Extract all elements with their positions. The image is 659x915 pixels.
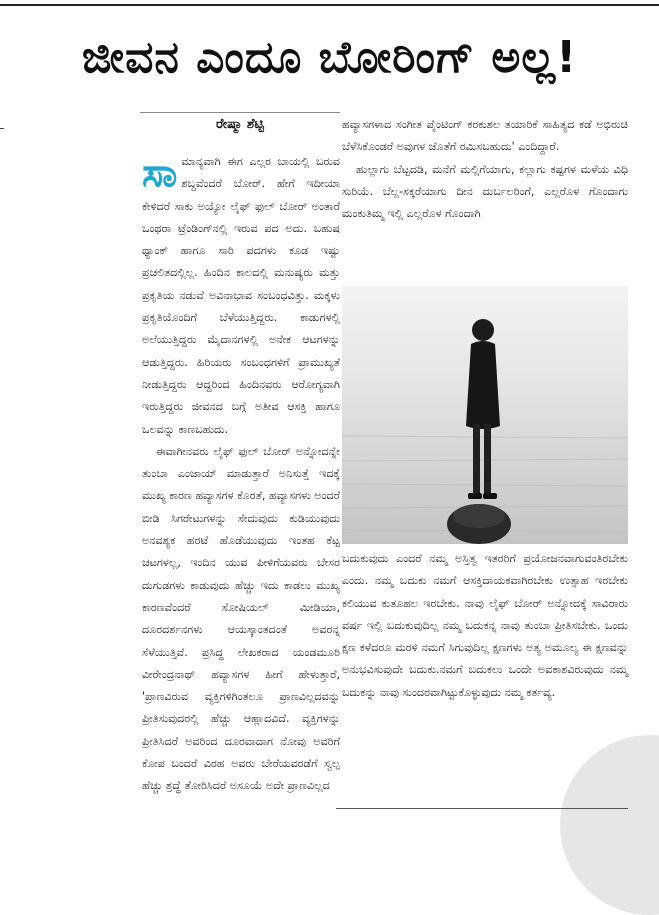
article-photo [342,286,628,544]
bottom-rule [336,808,628,809]
top-rule [0,4,659,6]
column-2-bottom [342,548,628,704]
column-1 [142,151,340,798]
paragraph-1-text: ಮಾನ್ಯವಾಗಿ ಈಗ ಎಲ್ಲರ ಬಾಯಲ್ಲಿ ಬರುವ ಶಬ್ದವೆಂದರೆ ಬೋರ್. ಹೇಗೆ ಇದೀಯಾ ಕೇಳಿದರೆ ಸಾಕು ಅಯ್ಯೋ ಲೈಫ್ ಫುಲ್ ಬೋರ್ ಅಂತಾರೆ ಒಂಥರಾ ಟ್ರೆಂಡಿಂಗ್‌ನಲ್ಲಿ ಇರುವ ಪದ ಅದು. ಬಹುಷ ಥ್ಯಾಂಕ್ ಹಾಗೂ ಸಾರಿ ಪದಗಳು ಕೂಡ ಇಷ್ಟು ಪ್ರಚಲಿತದಲ್ಲಿಲ್ಲ. ಹಿಂದಿನ ಕಾಲದಲ್ಲಿ ಮನುಷ್ಯರು ಮತ್ತು ಪ್ರಕೃತಿಯ ನಡುವೆ ಅವಿನಾಭಾವ ಸಂಬಂಧವಿತ್ತು. ಮಕ್ಕಳು ಪ್ರಕೃತಿಯೊಂದಿಗೆ ಬೆಳೆಯುತ್ತಿದ್ದರು. ಕಾಡುಗಳಲ್ಲಿ ಅಲೆಯುತ್ತಿದ್ದರು ಮೈದಾನಗಳಲ್ಲಿ ಅನೇಕ ಆಟಗಳನ್ನು ಆಡುತ್ತಿದ್ದರು. ಹಿರಿಯರು ಸಂಬಂಧಗಳಿಗೆ ಪ್ರಾಮುಖ್ಯತೆ ನೀಡುತ್ತಿದ್ದರು ಆದ್ದರಿಂದ ಹಿಂದಿನವರು ಆರೋಗ್ಯವಾಗಿ ಇರುತ್ತಿದ್ದರು ಜೀವನದ ಬಗ್ಗೆ ಅತೀವ ಆಸಕ್ತಿ ಹಾಗೂ ಒಲವನ್ನು ಕಾಣಬಹುದು. [142,155,340,436]
paragraph-2: ಈವಾಗೀನವರು ಲೈಫ್ ಫುಲ್ ಬೋರ್ ಅನ್ನೋದನ್ನೇ ತುಂಬಾ ಎಂಜಾಯ್ ಮಾಡುತ್ತಾರೆ ಅನಿಸುತ್ತೆ ಇದಕ್ಕೆ ಮುಖ್ಯ ಕಾರಣ ಹವ್ಯಾಸಗಳ ಕೊರತೆ, ಹವ್ಯಾಸಗಳು ಅಂದರೆ ಬೀಡಿ ಸಿಗರೇಟುಗಳನ್ನು ಸೇದುವುದು ಕುಡಿಯುವುದು ಅನವಶ್ಯಕ ಹರಟೆ ಹೊಡೆಯುವುದು ಇಂತಹ ಕೆಟ್ಟ ಚಟಗಳಲ್ಲ, ಇಂದಿನ ಯುವ ಪೀಳಿಗೆಯವರು ಬೇಸರ ದುಗುಡಗಳು ಕಾಡುವುದು ಹೆಚ್ಚು ಇದು ಕಾಡಲು ಮುಖ್ಯ ಕಾರಣವೆಂದರೆ ಸೋಷಿಯಲ್ ಮೀಡಿಯಾ, ದೂರದರ್ಶನಗಳು ಆಯಸ್ಕಾಂತದಂತೆ ಅವರನ್ನ ಸೆಳೆಯುತ್ತಿವೆ. ಪ್ರಸಿದ್ಧ ಲೇಖಕರಾದ ಯಂಡಮೂರಿ ವೀರೇಂದ್ರನಾಥ್ ಹವ್ಯಾಸಗಳ ಹೀಗೆ ಹೇಳುತ್ತಾರೆ, 'ಪ್ರಾಣವಿರುವ ವ್ಯಕ್ತಿಗಳಿಗಿಂತಲೂ ಪ್ರಾಣವಿಲ್ಲದವನ್ನು ಪ್ರೀತಿಸುವುದರಲ್ಲಿ ಹೆಚ್ಚು ಆಹ್ಲಾದವಿದೆ. ವ್ಯಕ್ತಿಗಳನ್ನು ಪ್ರೀತಿಸಿದರೆ ಅವರಿಂದ ದೂರವಾದಾಗ ನೋವು ಅವರಿಗೆ ಕೋಪ ಬಂದರೆ ವಿರಹ ಅವರು ಬೇರೆಯವರಡೆಗೆ ಸ್ವಲ್ಪ ಹೆಚ್ಚು ಶ್ರದ್ಧೆ ತೋರಿಸಿದರೆ ಅಸೂಯೆ ಅದೇ ಪ್ರಾಣವಿಲ್ಲದ [142,444,340,793]
paragraph-1 [142,151,340,441]
byline: ರೇಷ್ಮಾ ಶೆಟ್ಟಿ [216,117,264,132]
byline-rule [140,112,340,113]
paragraph-4: ಹುಲ್ಲಾಗು ಬೆಟ್ಟದಡಿ, ಮನೆಗೆ ಮಲ್ಲಿಗೆಯಾಗು, ಕಲ್ಲಾಗು ಕಷ್ಟಗಳ ಮಳೆಯ ವಿಧಿ ಸುರಿಯೆ. ಬೆಲ್ಲ-ಸಕ್ಕರೆಯಾಗು ದೀನ ದುರ್ಬಲರಿಂಗೆ, ಎಲ್ಲರೊಳ ಗೊಂದಾಗು ಮಂಕುತಿಮ್ಮ ಇಲ್ಲಿ ಎಲ್ಲರೊಳ ಗೊಂದಾಗಿ [342,162,628,221]
paragraph-5: ಬದುಕುವುದು ಎಂದರೆ ನಮ್ಮ ಅಸ್ತಿತ್ವ ಇತರರಿಗೆ ಪ್ರಯೋಜನವಾಗುವಂತಿರಬೇಕು ಎಂದು. ನಮ್ಮ ಬದುಕು ನಮಗೆ ಆಸಕ್ತಿದಾಯಕವಾಗಿರಬೇಕು ಉತ್ಸಾಹ ಇರಬೇಕು ಕಲಿಯುವ ಕುತೂಹಲ ಇರಬೇಕು. ನಾವು ಲೈಫ್ ಬೋರ್ ಅನ್ನೋದಕ್ಕೆ ಸಾವಿರಾರು ವರ್ಷ ಇಲ್ಲಿ ಬದುಕುವುದಿಲ್ಲ ನಮ್ಮ ಬದುಕನ್ನ ನಾವು ತುಂಬಾ ಪ್ರೀತಿಸಬೇಕು. ಒಂದು ಕ್ಷಣ ಕಳೆದರೂ ಮರಳಿ ನಮಗೆ ಸಿಗುವುದಿಲ್ಲ ಕ್ಷಣಗಳು ಅತ್ಯ ಅಮೂಲ್ಯ ಈ ಕ್ಷಣವನ್ನು ಅನುಭವಿಸುವುದೇ ಬದುಕು.ನಮಗೆ ಬದುಕಲು ಒಂದೇ ಅವಕಾಶವಿರುವುದು ನಮ್ಮ ಬದುಕನ್ನು ನಾವು ಸುಂದರವಾಗಿಟ್ಟುಕೊಳ್ಳುವುದು ನಮ್ಮ ಕರ್ತವ್ಯ. [342,552,628,699]
margin-tick [0,128,4,129]
corner-decoration [560,735,659,915]
dropcap: ಸಾ [142,150,178,196]
headline: ಜೀವನ ಎಂದೂ ಬೋರಿಂಗ್ ಅಲ್ಲ! [81,32,578,83]
column-2-top [342,114,628,225]
paragraph-3: ಹವ್ಯಾಸಗಳಾದ ಸಂಗೀತ ಪೈಂಟಿಂಗ್ ಕರಕುಶಲ ತಯಾರಿಕೆ ಸಾಹಿತ್ಯದ ಕಡೆ ಅಭಿರುಚಿ ಬೆಳೆಸಿಕೊಂಡರೆ ಅವುಗಳ ಜೊತೆಗೆ ರಮಿಸಬಹುದು' ಎಂದಿದ್ದಾರೆ. [342,118,628,154]
person-on-rock-image [342,286,628,544]
